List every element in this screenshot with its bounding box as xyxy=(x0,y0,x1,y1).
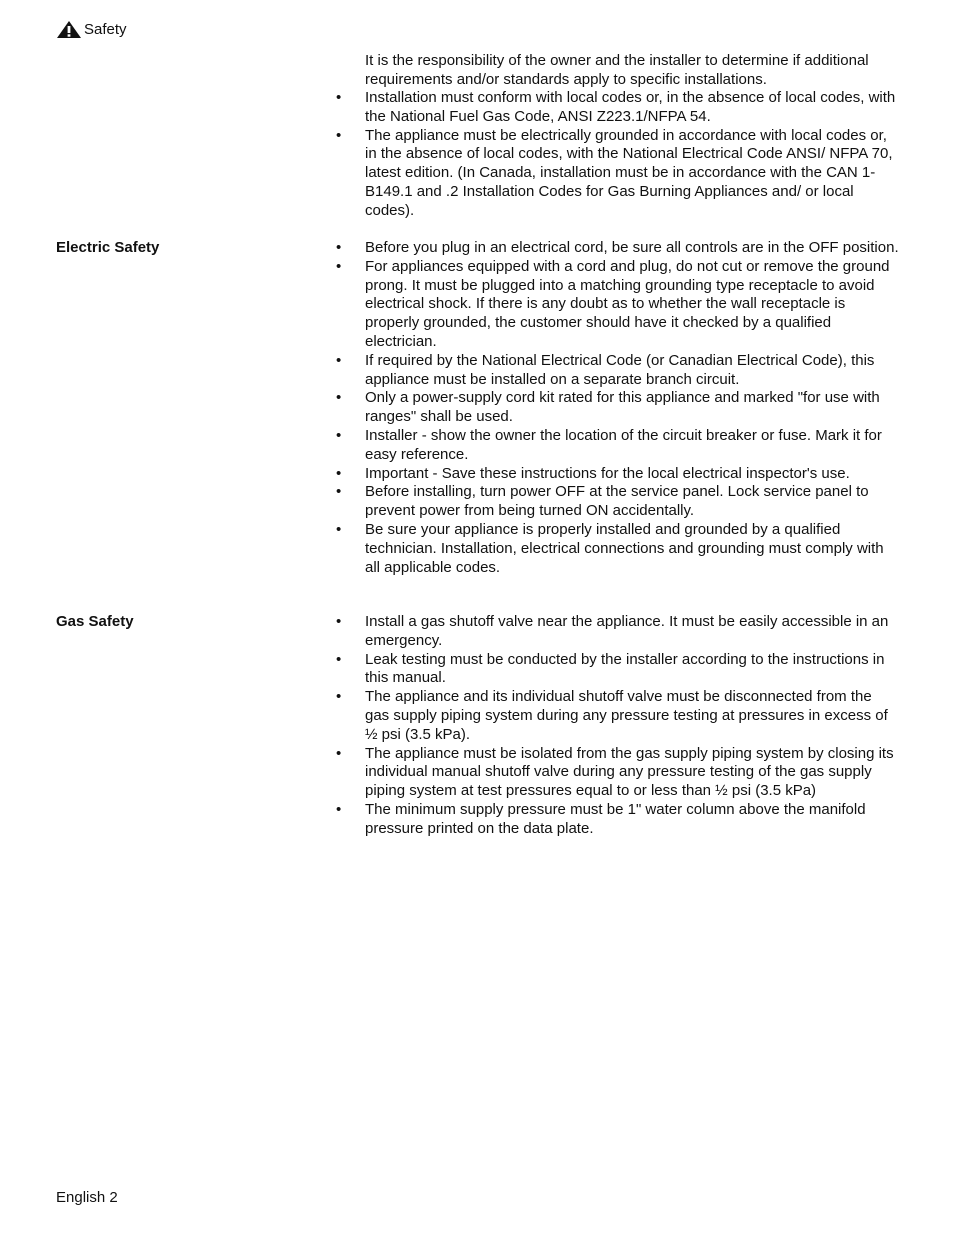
bullet: • xyxy=(336,389,342,407)
list-item xyxy=(336,127,900,221)
bullet: • xyxy=(336,613,342,630)
list-item xyxy=(336,613,900,651)
bullet: • xyxy=(336,520,342,538)
bullet: • xyxy=(336,688,342,706)
bullet: • xyxy=(336,89,342,106)
list-item-text: Before installing, turn power OFF at the service panel. Lock service panel to prevent power from being turned ON accidentally. xyxy=(365,483,869,520)
list-item-text: The appliance must be electrically grounded in accordance with local codes or, in the absence of local codes, with the National Electrical Code ANSI/ NFPA 70, latest edition. (In Canada, installation must be in accordance with the CAN 1-B149.1 and .2 Installation Codes for Gas Burning Appliances and/ or local codes). xyxy=(365,126,893,219)
page-header xyxy=(56,20,127,39)
list-item xyxy=(336,427,900,465)
list-item xyxy=(336,801,900,839)
list-item xyxy=(336,89,900,127)
gas-safety-list xyxy=(336,613,900,839)
section-heading-gas-safety: Gas Safety xyxy=(56,613,134,630)
bullet: • xyxy=(336,650,342,668)
list-item-text: The appliance and its individual shutoff valve must be disconnected from the gas supply piping system during any pressure testing at pressures in excess of ½ psi (3.5 kPa). xyxy=(365,688,888,743)
list-item-text: Installer - show the owner the location of the circuit breaker or fuse. Mark it for easy reference. xyxy=(365,426,882,463)
header-title: Safety xyxy=(84,21,127,38)
bullet: • xyxy=(336,483,342,501)
list-item xyxy=(336,745,900,801)
list-item xyxy=(336,239,900,258)
top-bullet-list xyxy=(336,89,900,221)
list-item xyxy=(336,688,900,744)
list-item-text: Important - Save these instructions for the local electrical inspector's use. xyxy=(365,464,850,482)
list-item xyxy=(336,483,900,521)
page-footer: English 2 xyxy=(56,1189,118,1206)
list-item xyxy=(336,651,900,689)
list-item-text: Only a power-supply cord kit rated for this appliance and marked "for use with ranges" shall be used. xyxy=(365,389,880,426)
list-item-text: Leak testing must be conducted by the installer according to the instructions in this manual. xyxy=(365,650,885,687)
bullet: • xyxy=(336,426,342,444)
warning-icon xyxy=(56,20,82,39)
list-item xyxy=(336,465,900,484)
intro-paragraph: It is the responsibility of the owner and the installer to determine if additional requirements and/or standards apply to specific installations. xyxy=(365,52,869,88)
list-item-text: The minimum supply pressure must be 1" water column above the manifold pressure printed on the data plate. xyxy=(365,800,866,837)
bullet: • xyxy=(336,126,342,144)
bullet: • xyxy=(336,351,342,369)
bullet: • xyxy=(336,239,342,256)
list-item-text: Installation must conform with local codes or, in the absence of local codes, with the National Fuel Gas Code, ANSI Z223.1/NFPA 54. xyxy=(365,89,896,125)
list-item xyxy=(336,521,900,577)
section-heading-electric-safety: Electric Safety xyxy=(56,239,160,256)
list-item xyxy=(336,352,900,390)
electric-safety-list xyxy=(336,239,900,577)
list-item xyxy=(336,258,900,352)
bullet: • xyxy=(336,464,342,482)
list-item-text: Be sure your appliance is properly installed and grounded by a qualified technician. Installation, electrical connections and grounding must comply with all applicable codes. xyxy=(365,520,884,576)
bullet: • xyxy=(336,800,342,818)
list-item-text: Before you plug in an electrical cord, be sure all controls are in the OFF position. xyxy=(365,239,899,256)
bullet: • xyxy=(336,257,342,275)
bullet: • xyxy=(336,744,342,762)
list-item-text: For appliances equipped with a cord and plug, do not cut or remove the ground prong. It must be plugged into a matching grounding type receptacle to avoid electrical shock. If there is any doubt as to whether the wall receptacle is properly grounded, the customer should have it checked by a qualified electrician. xyxy=(365,257,890,350)
list-item-text: Install a gas shutoff valve near the appliance. It must be easily accessible in an emergency. xyxy=(365,613,889,649)
list-item-text: The appliance must be isolated from the gas supply piping system by closing its individual manual shutoff valve during any pressure testing of the gas supply piping system at test pressures equal to or less than ½ psi (3.5 kPa) xyxy=(365,744,894,800)
list-item xyxy=(336,389,900,427)
list-item-text: If required by the National Electrical Code (or Canadian Electrical Code), this appliance must be installed on a separate branch circuit. xyxy=(365,351,875,388)
